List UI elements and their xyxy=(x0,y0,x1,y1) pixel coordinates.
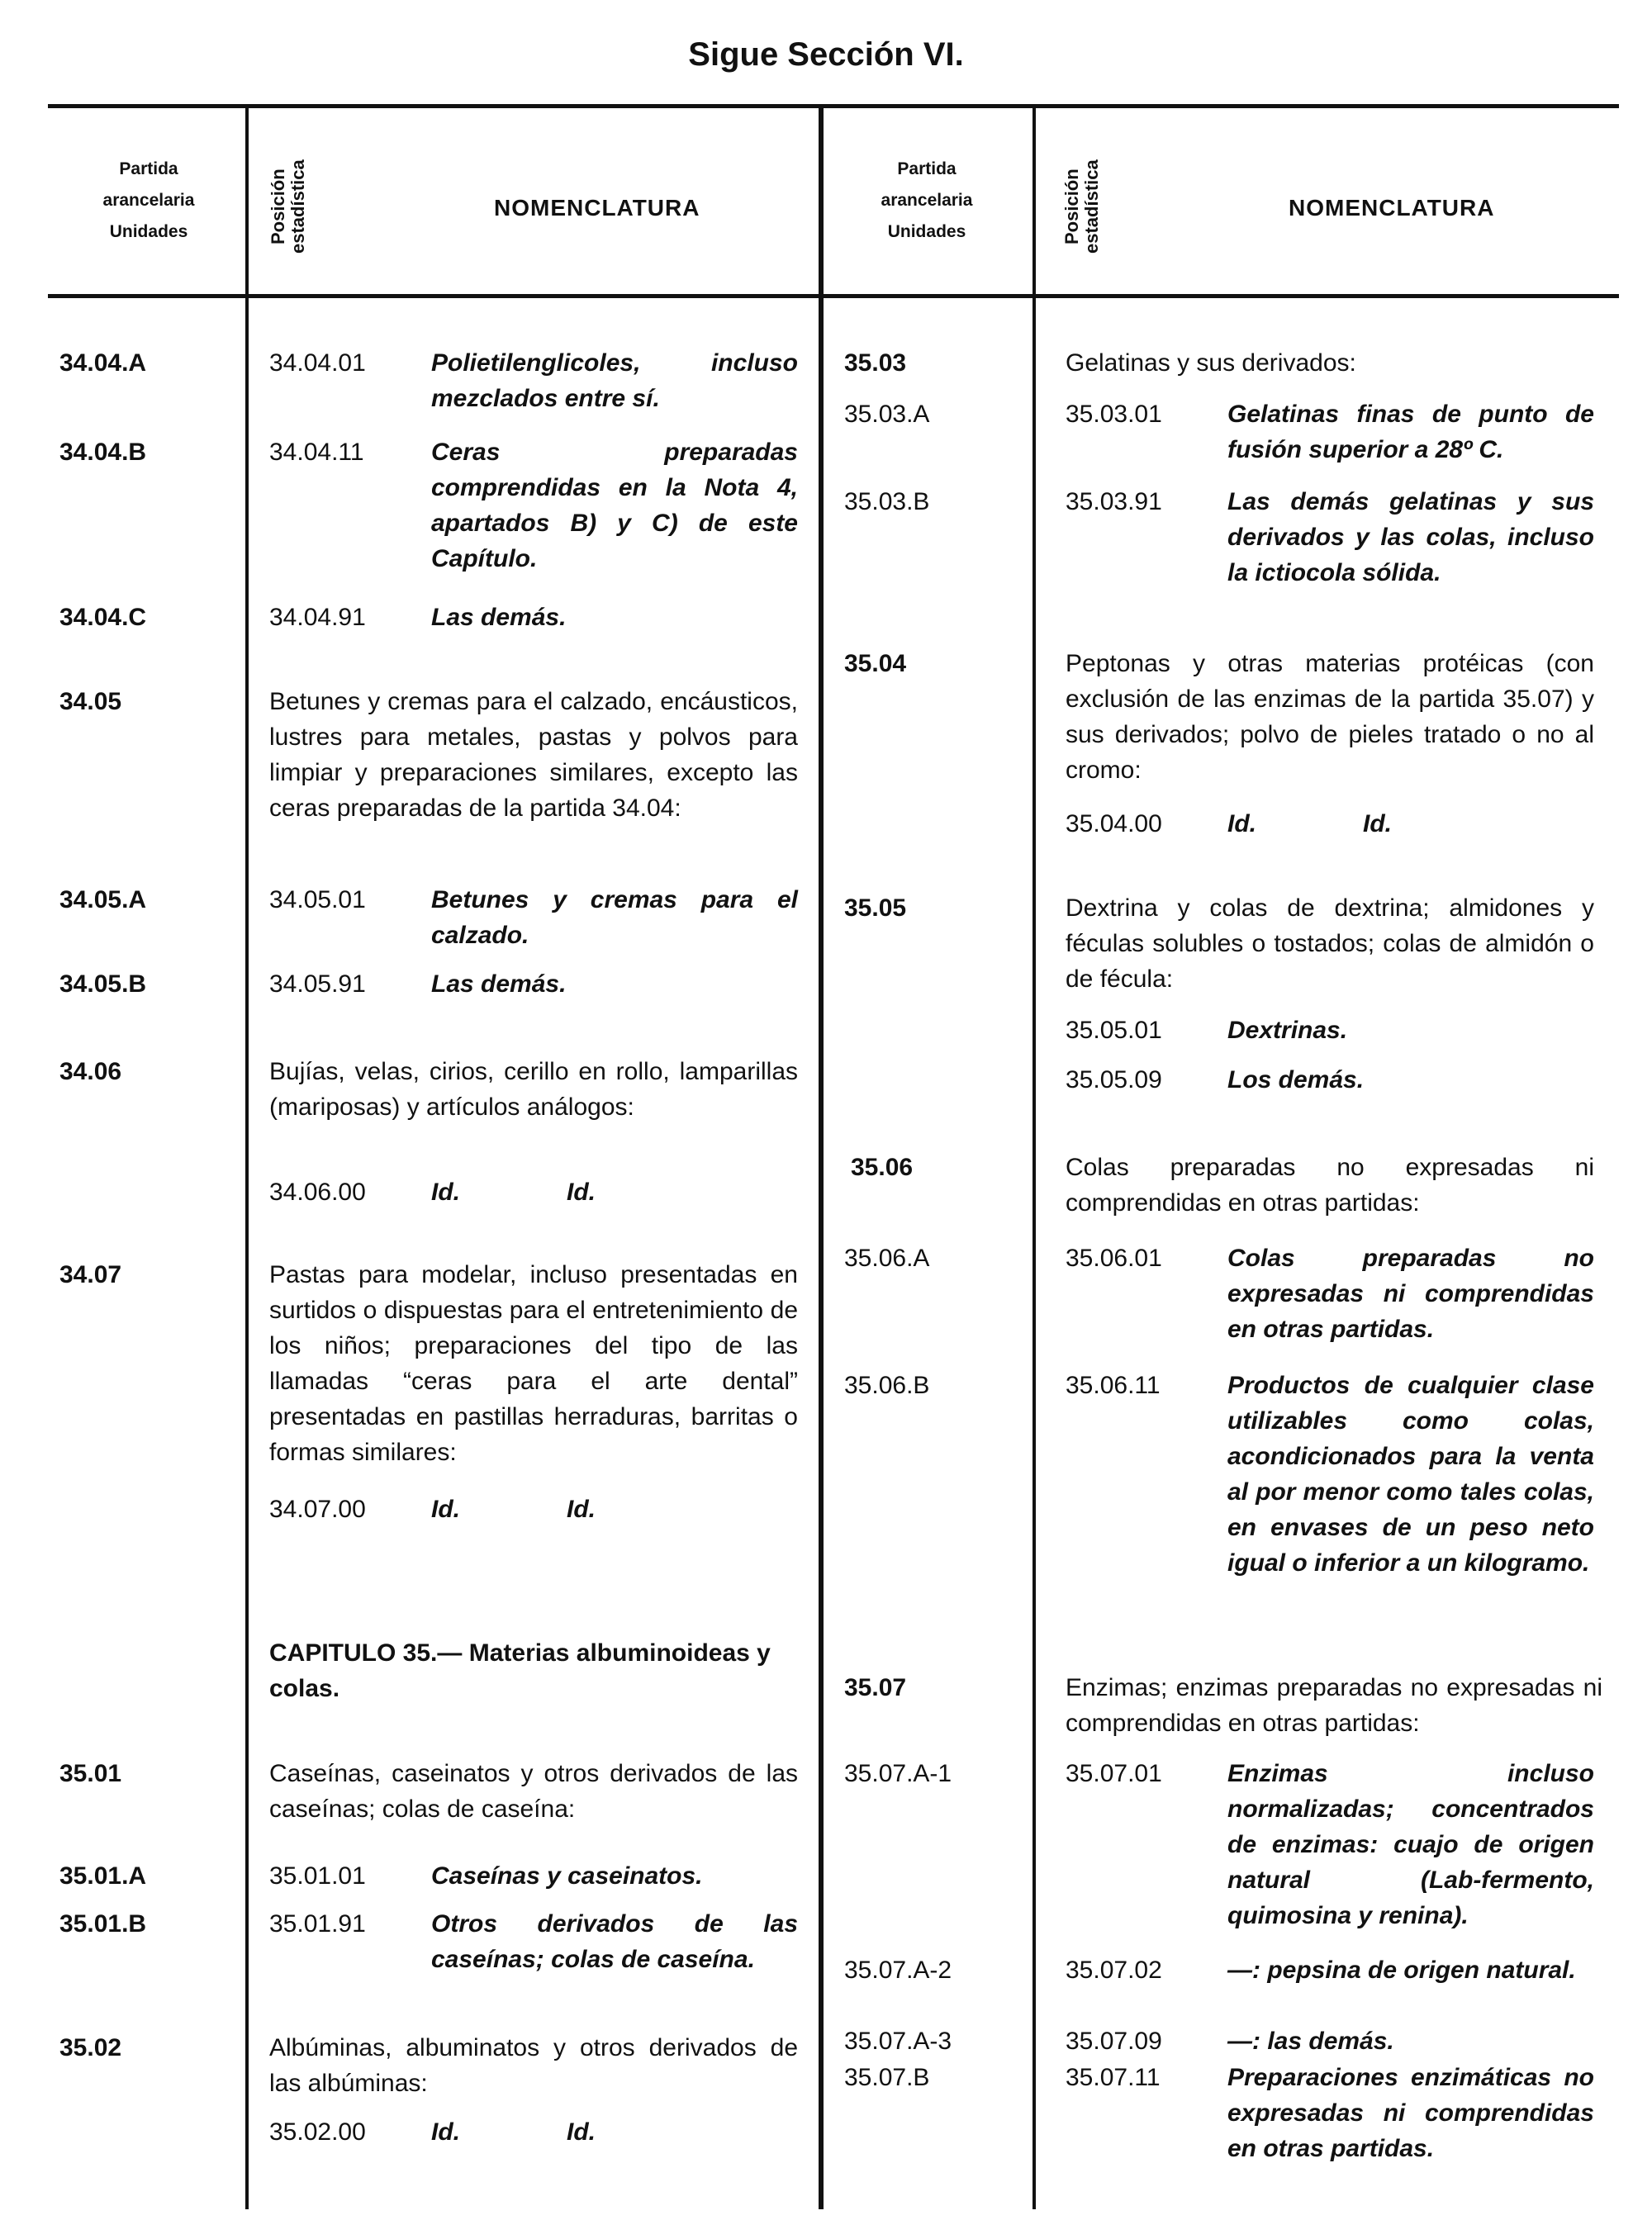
item-description: —: pepsina de origen natural. xyxy=(1227,1957,1576,1984)
item-description: Las demás gelatinas y sus derivados y las colas, incluso la ictiocola sólida. xyxy=(1227,488,1594,586)
posicion-code: 35.01.01 xyxy=(269,1862,366,1890)
partida-heading-code: 35.06 xyxy=(851,1154,914,1181)
posicion-code: 34.04.91 xyxy=(269,604,366,631)
posicion-code: 35.06.01 xyxy=(1066,1245,1162,1272)
partida-heading-code: 35.05 xyxy=(844,894,907,922)
item-description: Otros derivados de las caseínas; colas de caseína. xyxy=(431,1910,798,1973)
partida-code: 35.07.A-1 xyxy=(844,1760,952,1787)
partida-code: 34.04.C xyxy=(59,604,147,631)
posicion-code: 35.07.09 xyxy=(1066,2028,1162,2055)
id-abbrev: Id. xyxy=(567,1179,596,1206)
posicion-code: 35.05.01 xyxy=(1066,1017,1162,1044)
partida-code: 34.05.B xyxy=(59,970,147,998)
chapter-heading xyxy=(269,1635,798,1706)
item-description: Polietilenglicoles, incluso mezclados entre sí. xyxy=(431,349,798,412)
partida-code: 35.01.A xyxy=(59,1862,147,1890)
id-abbrev: Id. xyxy=(1363,810,1392,837)
partida-heading-description: Enzimas; enzimas preparadas no expresadas ni comprendidas en otras partidas: xyxy=(1066,1674,1602,1737)
id-abbrev: Id. xyxy=(431,2118,460,2146)
header-partida xyxy=(66,154,231,248)
posicion-code: 35.03.01 xyxy=(1066,401,1162,428)
partida-heading-description: Caseínas, caseinatos y otros derivados de las caseínas; colas de caseína: xyxy=(269,1760,798,1823)
partida-code: 34.04.A xyxy=(59,349,147,377)
partida-heading-code: 34.07 xyxy=(59,1261,122,1288)
partida-code: 35.07.B xyxy=(844,2064,930,2091)
item-description: Las demás. xyxy=(431,604,567,631)
id-abbrev: Id. xyxy=(567,1496,596,1523)
posicion-code: 34.07.00 xyxy=(269,1496,366,1523)
partida-heading-description: Dextrina y colas de dextrina; almidones y féculas solubles o tostados; colas de almidón o de fécula: xyxy=(1066,894,1594,993)
partida-heading-code: 35.03 xyxy=(844,349,907,377)
partida-heading-code: 35.07 xyxy=(844,1674,907,1701)
item-description: —: las demás. xyxy=(1227,2028,1394,2055)
posicion-code: 35.01.91 xyxy=(269,1910,366,1938)
posicion-code: 34.04.01 xyxy=(269,349,366,377)
header-partida-line: Unidades xyxy=(887,222,966,241)
id-abbrev: Id. xyxy=(1227,810,1256,837)
header-posicion: Posición estadística xyxy=(268,159,308,254)
partida-code: 35.03.A xyxy=(844,401,930,428)
partida-heading-code: 35.01 xyxy=(59,1760,122,1787)
posicion-code: 34.04.11 xyxy=(269,439,364,466)
partida-heading-description: Bujías, velas, cirios, cerillo en rollo, lamparillas (mariposas) y artículos análogos: xyxy=(269,1058,798,1121)
partida-heading-code: 34.05 xyxy=(59,688,122,715)
posicion-code: 35.07.01 xyxy=(1066,1760,1162,1787)
partida-code: 35.06.A xyxy=(844,1245,930,1272)
header-posicion: Posición estadística xyxy=(1061,159,1102,254)
partida-code: 35.01.B xyxy=(59,1910,147,1938)
partida-code: 35.07.A-3 xyxy=(844,2028,952,2055)
partida-heading-code: 35.02 xyxy=(59,2034,122,2061)
partida-heading-description: Colas preparadas no expresadas ni comprendidas en otras partidas: xyxy=(1066,1154,1594,1217)
item-description: Los demás. xyxy=(1227,1066,1365,1093)
partida-code: 35.06.B xyxy=(844,1372,930,1399)
page-title: Sigue Sección VI. xyxy=(688,36,964,73)
posicion-code: 35.03.91 xyxy=(1066,488,1162,515)
posicion-code: 35.07.02 xyxy=(1066,1957,1162,1984)
column-divider xyxy=(245,107,249,2209)
table-top-rule xyxy=(48,104,1619,108)
item-description: Ceras preparadas comprendidas en la Nota 4, apartados B) y C) de este Capítulo. xyxy=(431,439,798,572)
column-divider xyxy=(1032,107,1036,2209)
column-divider-center xyxy=(819,107,824,2209)
header-partida-line: Partida xyxy=(897,159,957,178)
item-description: Gelatinas finas de punto de fusión superior a 28º C. xyxy=(1227,401,1594,463)
posicion-code: 34.05.91 xyxy=(269,970,366,998)
partida-code: 34.04.B xyxy=(59,439,147,466)
posicion-code: 35.06.11 xyxy=(1066,1372,1161,1399)
item-description: Colas preparadas no expresadas ni comprendidas en otras partidas. xyxy=(1227,1245,1594,1343)
posicion-code: 35.04.00 xyxy=(1066,810,1162,837)
partida-heading-description: Betunes y cremas para el calzado, encáusticos, lustres para metales, pastas y polvos para limpiar y preparaciones similares, excepto las ceras preparadas de la partida 34.04: xyxy=(269,688,798,822)
posicion-code: 35.05.09 xyxy=(1066,1066,1162,1093)
item-description: Betunes y cremas para el calzado. xyxy=(431,886,798,949)
posicion-code: 35.02.00 xyxy=(269,2118,366,2146)
partida-heading-description: Pastas para modelar, incluso presentadas en surtidos o dispuestas para el entretenimiento de los niños; preparaciones del tipo de las llamadas “ceras para el arte dental” presentadas en pastillas herraduras, barritas o formas similares: xyxy=(269,1261,798,1466)
partida-code: 35.03.B xyxy=(844,488,930,515)
header-partida-line: Partida xyxy=(119,159,178,178)
posicion-code: 34.06.00 xyxy=(269,1179,366,1206)
id-abbrev: Id. xyxy=(431,1496,460,1523)
id-abbrev: Id. xyxy=(431,1179,460,1206)
partida-heading-code: 34.06 xyxy=(59,1058,122,1085)
partida-heading-description: Albúminas, albuminatos y otros derivados de las albúminas: xyxy=(269,2034,798,2097)
header-bottom-rule xyxy=(48,294,1619,298)
header-partida-line: Unidades xyxy=(109,222,188,241)
posicion-code: 34.05.01 xyxy=(269,886,366,913)
posicion-code: 35.07.11 xyxy=(1066,2064,1161,2091)
item-description: Enzimas incluso normalizadas; concentrados de enzimas: cuajo de origen natural (Lab-fermento, quimosina y renina). xyxy=(1227,1760,1594,1929)
partida-heading-description: Peptonas y otras materias protéicas (con exclusión de las enzimas de la partida 35.07) y sus derivados; polvo de pieles tratado o no al cromo: xyxy=(1066,650,1594,784)
partida-heading-code: 35.04 xyxy=(844,650,907,677)
partida-code: 35.07.A-2 xyxy=(844,1957,952,1984)
item-description: Caseínas y caseinatos. xyxy=(431,1862,703,1890)
header-nomenclatura: NOMENCLATURA xyxy=(1289,195,1495,221)
partida-heading-description: Gelatinas y sus derivados: xyxy=(1066,349,1356,377)
header-partida-line: arancelaria xyxy=(881,191,973,210)
item-description: Dextrinas. xyxy=(1227,1017,1348,1044)
header-nomenclatura: NOMENCLATURA xyxy=(494,195,700,221)
item-description: Las demás. xyxy=(431,970,567,998)
chapter-label: CAPITULO 35.— xyxy=(269,1639,463,1667)
item-description: Preparaciones enzimáticas no expresadas ni comprendidas en otras partidas. xyxy=(1227,2064,1594,2162)
id-abbrev: Id. xyxy=(567,2118,596,2146)
item-description: Productos de cualquier clase utilizables como colas, acondicionados para la venta al por menor como tales colas, en envases de un peso neto igual o inferior a un kilogramo. xyxy=(1227,1372,1594,1577)
header-partida xyxy=(844,154,1009,248)
header-partida-line: arancelaria xyxy=(102,191,195,210)
partida-code: 34.05.A xyxy=(59,886,147,913)
chapter-title: Materias albuminoideas y colas. xyxy=(269,1639,771,1702)
